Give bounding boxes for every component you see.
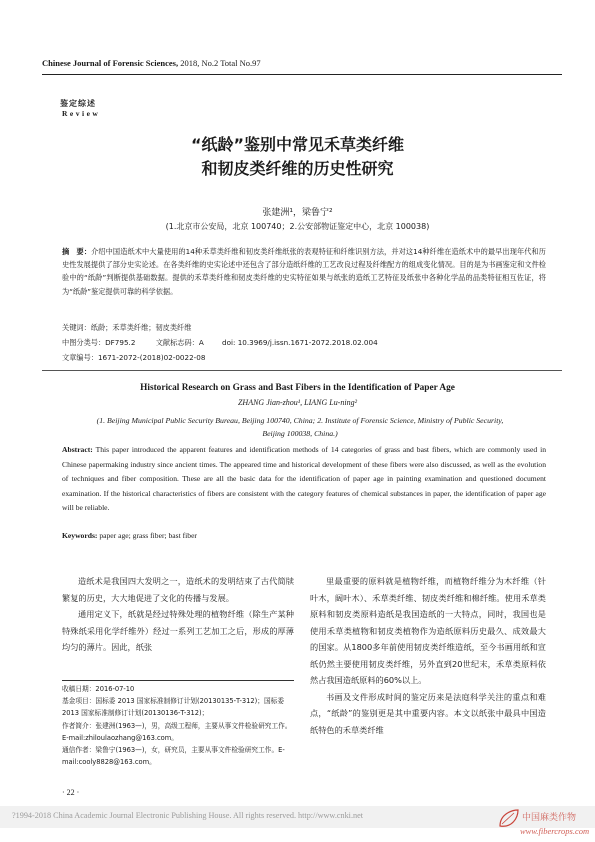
keywords-en-text: paper age; grass fiber; bast fiber <box>99 531 197 540</box>
authors-en: ZHANG Jian-zhou¹, LIANG Lu-ning² <box>237 398 358 407</box>
leaf-icon <box>500 810 518 826</box>
abstract-cn-text: 介绍中国造纸术中大量使用的14种禾草类纤维和韧皮类纤维纸张的表观特征和纤维识别方法，并对这14种纤维在造纸术中的最早出现年代和历史性发展提供了部分史实论述。在各类纤维的史实论述中还包含了部分造纸纤维的工艺改良过程及纤维配方的组成变化情况。目的是为书画鉴定和文件检验中的“纸龄”判断提供基础数据。提供的禾草类纤维和韧皮类纤维的史实特征如果与纸张的造纸工艺特征及纸张中各种化学品的品类特征相互佐证，将为“纸龄”鉴定提供可靠的科学依据。 <box>62 247 546 296</box>
authors-cn: 张建洲¹，梁鲁宁² <box>262 208 333 218</box>
watermark-logo <box>494 804 589 840</box>
body-paragraph: 通用定义下，纸就是经过特殊处理的植物纤维（除生产某种特殊纸采用化学纤维外）经过一系列工艺加工之后，形成的厚薄均匀的薄片。因此，纸张 <box>62 609 294 652</box>
title-en: Historical Research on Grass and Bast Fibers in the Identification of Paper Age <box>140 383 455 393</box>
clc-label: 中图分类号： <box>62 338 106 347</box>
doc-code: A <box>198 338 204 347</box>
affiliation-en: (1. Beijing Municipal Public Security Bureau, Beijing 100740, China; 2. Institute of Forensic Science, Ministry of Public Security, Beijing 100038, China.) <box>96 416 504 438</box>
body-paragraph: 造纸术是我国四大发明之一，造纸术的发明结束了古代简牍繁复的历史，大大地促进了文化的传播与发展。 <box>62 576 294 603</box>
abstract-en <box>62 443 546 516</box>
footnotes <box>62 683 294 768</box>
section-label-en: Review <box>62 109 101 118</box>
title-cn-line1: “纸龄”鉴别中常见禾草类纤维 <box>190 135 405 154</box>
journal-name: Chinese Journal of Forensic Sciences, <box>42 58 179 68</box>
keywords-en-label: Keywords: <box>62 531 98 540</box>
footnote-corresponding: 通信作者：梁鲁宁(1963—)，女，研究员，主要从事文件检验研究工作。E-mail:cooly8828@163.com。 <box>62 746 285 767</box>
affiliation-cn: (1.北京市公安局，北京 100740；2.公安部物证鉴定中心，北京 100038) <box>165 222 430 231</box>
page-number: · 22 · <box>62 788 80 797</box>
doi: doi: 10.3969/j.issn.1671-2072.2018.02.004 <box>222 338 378 347</box>
copyright-notice: ?1994-2018 China Academic Journal Electronic Publishing House. All rights reserved. http://www.cnki.net <box>12 811 364 820</box>
article-number-text: 1671-2072-(2018)02-0022-08 <box>97 353 206 362</box>
footnote-received: 收稿日期：2016-07-10 <box>62 685 135 693</box>
footnote-author: 作者简介：张建洲(1963—)，男，高级工程师，主要从事文件检验研究工作。E-mail:zhiloulaozhang@163.com。 <box>62 721 292 742</box>
article-number-label: 文章编号： <box>62 353 98 362</box>
classification-line <box>62 338 378 348</box>
body-column-right <box>310 573 546 738</box>
body-paragraph: 书画及文件形成时间的鉴定历来是法庭科学关注的重点和难点，“纸龄”的鉴别更是其中重要内容。本文以纸张中最具中国造纸特色的禾草类纤维 <box>310 691 546 735</box>
keywords-cn <box>62 323 191 333</box>
section-divider <box>42 370 562 371</box>
header-divider <box>42 74 562 75</box>
doc-code-label: 文献标志码： <box>155 338 199 347</box>
article-number <box>62 353 205 363</box>
keywords-cn-text: 纸龄；禾草类纤维；韧皮类纤维 <box>90 323 192 332</box>
svg-text:中国麻类作物: 中国麻类作物 <box>522 813 577 823</box>
abstract-en-text: This paper introduced the apparent features and identification methods of 14 categories of grass and bast fibers, which are commonly used in Chinese papermaking industry since ancient times. The appeared time and historical development of these fibers were also discussed, as well as the evolution of techniques and fiber composition. These are all the basic data for the identification of paper age in painting examination and questioned document examination. If the historical characteristics of fibers are consistent with the category features of chemical substances in paper, the identification of paper age will be reliable. <box>62 445 546 513</box>
body-paragraph: 里最重要的原料就是植物纤维，而植物纤维分为木纤维（针叶木，阔叶木）、禾草类纤维、韧皮类纤维和棉纤维。使用禾草类原料和韧皮类原料造纸是我国造纸的一大特点，同时，我国也是使用禾草类植物和韧皮类植物作为造纸原料历史最久、成效最大的国家。从1800多年前使用韧皮类纤维造纸，至今书画用纸和宣纸仍然主要使用韧皮类纤维，另外直到20世纪末，禾草类原料依然占我国造纸原料的60%以上。 <box>310 576 546 685</box>
clc-code: DF795.2 <box>105 338 136 347</box>
journal-header <box>42 58 562 68</box>
journal-issue: 2018, No.2 Total No.97 <box>180 58 261 68</box>
abstract-cn <box>62 245 546 298</box>
section-label-cn: 鉴定综述 <box>60 99 96 108</box>
abstract-cn-label: 摘 要： <box>62 247 92 256</box>
footnote-fund: 基金项目：国标委 2013 国家标准制修订计划(20130135-T-312)；国标委 2013 国家标准制修订计划(20130136-T-312)； <box>62 697 285 718</box>
keywords-cn-label: 关键词： <box>62 323 91 332</box>
keywords-en <box>62 531 197 540</box>
title-cn-line2: 和韧皮类纤维的历史性研究 <box>201 159 394 178</box>
watermark-site: www.fibercrops.com <box>520 826 589 836</box>
abstract-en-label: Abstract: <box>62 445 93 454</box>
footnote-divider <box>62 680 294 681</box>
body-column-left <box>62 573 294 656</box>
